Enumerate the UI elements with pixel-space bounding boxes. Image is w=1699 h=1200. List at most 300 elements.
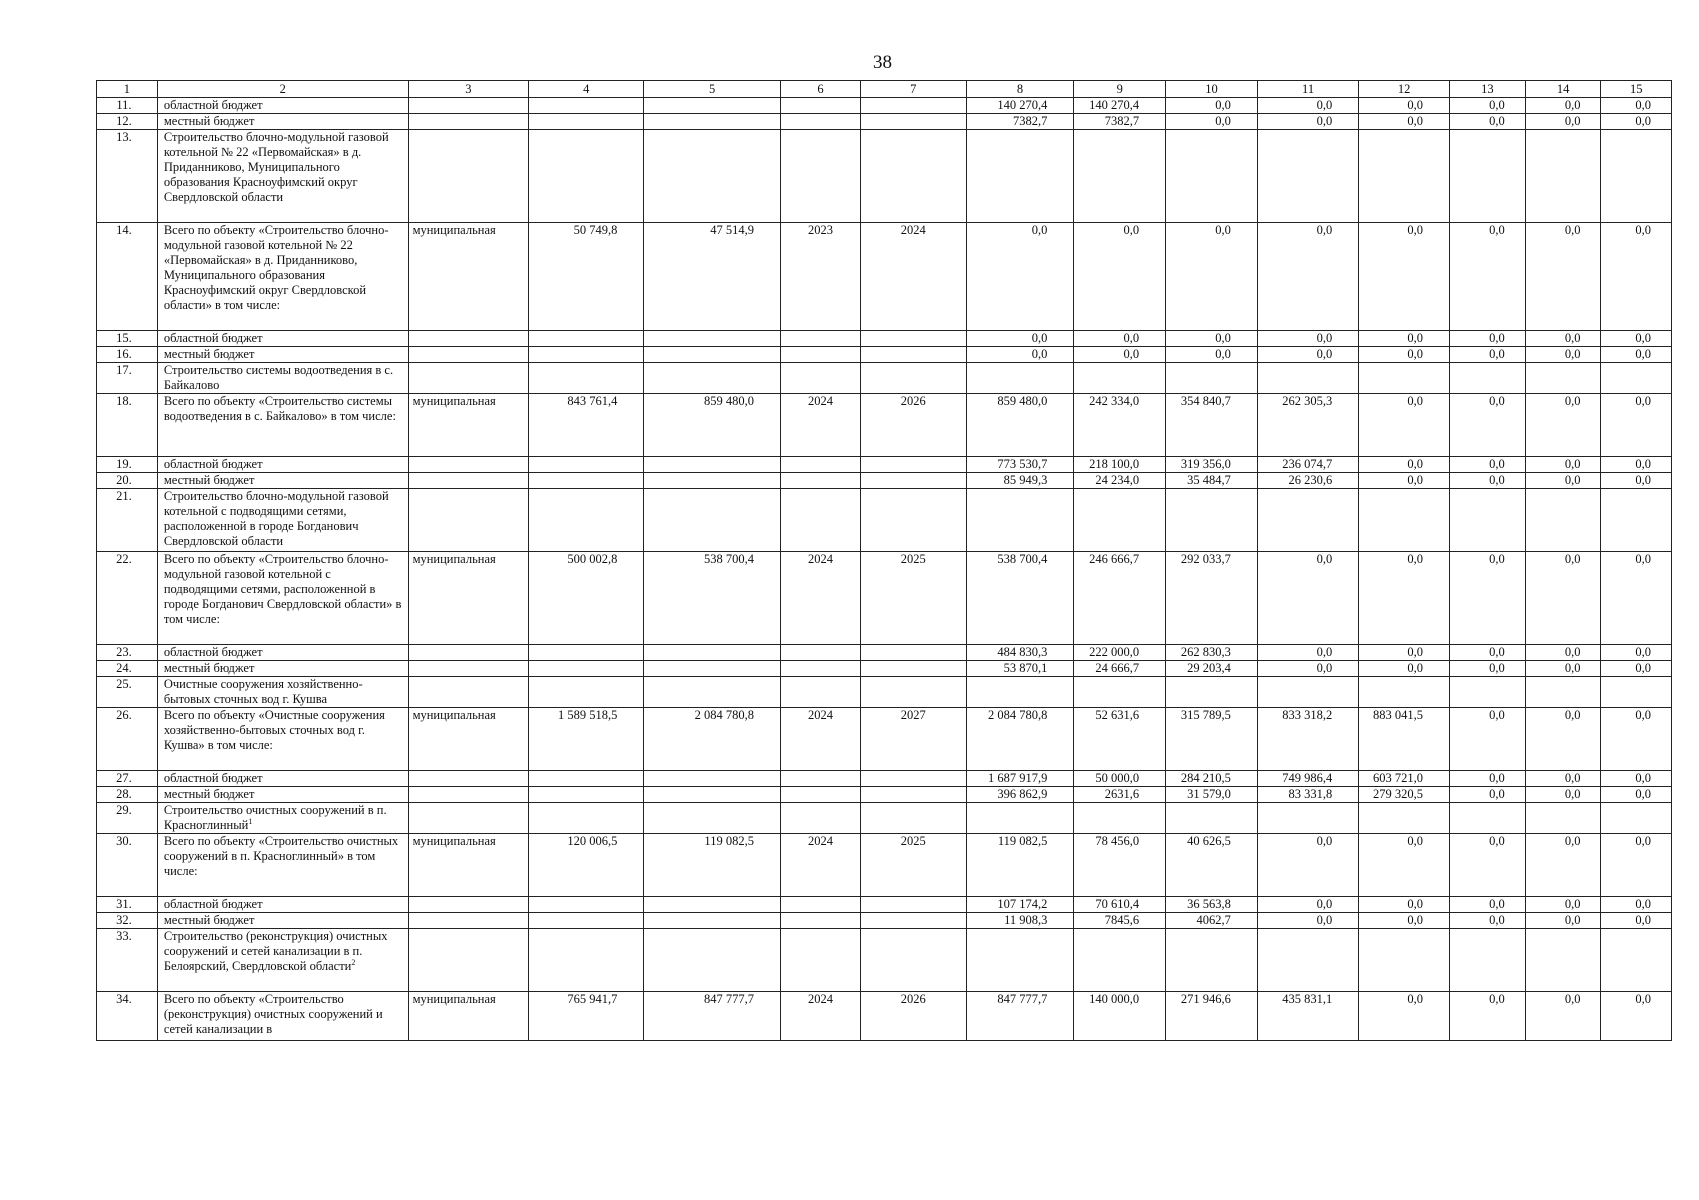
row-number: 25. <box>97 677 158 708</box>
end-year <box>860 489 966 552</box>
ownership-type: муниципальная <box>408 992 529 1041</box>
start-year: 2024 <box>780 394 860 457</box>
amount-cell: 0,0 <box>1166 223 1258 331</box>
amount-cell: 859 480,0 <box>966 394 1074 457</box>
start-year <box>780 98 860 114</box>
amount-cell: 11 908,3 <box>966 913 1074 929</box>
row-name-text: областной бюджет <box>163 457 263 471</box>
column-header: 10 <box>1166 81 1258 98</box>
start-year <box>780 489 860 552</box>
amount-cell: 85 949,3 <box>966 473 1074 489</box>
amount-cell <box>1359 489 1450 552</box>
start-year <box>780 114 860 130</box>
row-name <box>157 661 408 677</box>
row-name-text: местный бюджет <box>163 114 255 128</box>
amount-cell: 4062,7 <box>1166 913 1258 929</box>
amount-cell: 0,0 <box>1525 661 1601 677</box>
amount-cell: 0,0 <box>1359 457 1450 473</box>
amount-cell: 0,0 <box>1449 457 1525 473</box>
ownership-type <box>408 114 529 130</box>
row-name-text: областной бюджет <box>163 897 263 911</box>
amount-cell <box>1601 929 1672 992</box>
amount-cell: 119 082,5 <box>966 834 1074 897</box>
row-number: 34. <box>97 992 158 1041</box>
ownership-type <box>408 363 529 394</box>
row-name <box>157 929 408 992</box>
table-row <box>97 457 1672 473</box>
amount-cell <box>529 331 644 347</box>
amount-cell <box>1449 803 1525 834</box>
amount-cell: 0,0 <box>1449 552 1525 645</box>
column-header: 4 <box>529 81 644 98</box>
amount-cell: 0,0 <box>1074 223 1166 331</box>
row-name <box>157 771 408 787</box>
row-name <box>157 913 408 929</box>
amount-cell: 0,0 <box>1359 114 1450 130</box>
amount-cell <box>1257 803 1358 834</box>
column-header: 14 <box>1525 81 1601 98</box>
amount-cell <box>966 803 1074 834</box>
amount-cell: 0,0 <box>1359 394 1450 457</box>
amount-cell: 0,0 <box>1166 347 1258 363</box>
amount-cell: 484 830,3 <box>966 645 1074 661</box>
end-year <box>860 457 966 473</box>
amount-cell <box>644 913 781 929</box>
table-row <box>97 677 1672 708</box>
row-name <box>157 98 408 114</box>
amount-cell: 35 484,7 <box>1166 473 1258 489</box>
amount-cell <box>1166 929 1258 992</box>
end-year <box>860 363 966 394</box>
amount-cell <box>1449 489 1525 552</box>
amount-cell <box>644 347 781 363</box>
amount-cell: 271 946,6 <box>1166 992 1258 1041</box>
row-number: 29. <box>97 803 158 834</box>
row-name <box>157 114 408 130</box>
column-header: 1 <box>97 81 158 98</box>
amount-cell <box>529 897 644 913</box>
row-name <box>157 897 408 913</box>
amount-cell <box>1257 363 1358 394</box>
amount-cell: 284 210,5 <box>1166 771 1258 787</box>
start-year <box>780 897 860 913</box>
end-year: 2025 <box>860 834 966 897</box>
table-row <box>97 708 1672 771</box>
amount-cell: 0,0 <box>1525 552 1601 645</box>
amount-cell: 26 230,6 <box>1257 473 1358 489</box>
amount-cell: 0,0 <box>1257 897 1358 913</box>
amount-cell <box>644 661 781 677</box>
table-row <box>97 834 1672 897</box>
amount-cell: 7382,7 <box>1074 114 1166 130</box>
amount-cell: 0,0 <box>1166 331 1258 347</box>
amount-cell <box>1359 677 1450 708</box>
amount-cell <box>529 130 644 223</box>
amount-cell <box>529 913 644 929</box>
amount-cell <box>1449 363 1525 394</box>
amount-cell: 0,0 <box>1257 114 1358 130</box>
amount-cell: 0,0 <box>1601 708 1672 771</box>
column-header: 15 <box>1601 81 1672 98</box>
amount-cell: 0,0 <box>966 223 1074 331</box>
table-row <box>97 645 1672 661</box>
amount-cell: 24 666,7 <box>1074 661 1166 677</box>
ownership-type: муниципальная <box>408 394 529 457</box>
amount-cell: 883 041,5 <box>1359 708 1450 771</box>
amount-cell: 0,0 <box>1525 473 1601 489</box>
amount-cell <box>1601 363 1672 394</box>
amount-cell: 70 610,4 <box>1074 897 1166 913</box>
table-row <box>97 913 1672 929</box>
amount-cell: 0,0 <box>1601 473 1672 489</box>
start-year: 2024 <box>780 552 860 645</box>
end-year: 2026 <box>860 992 966 1041</box>
amount-cell <box>1601 677 1672 708</box>
row-number: 27. <box>97 771 158 787</box>
amount-cell: 1 687 917,9 <box>966 771 1074 787</box>
table-row <box>97 787 1672 803</box>
ownership-type <box>408 803 529 834</box>
row-name <box>157 223 408 331</box>
amount-cell: 83 331,8 <box>1257 787 1358 803</box>
amount-cell <box>1601 489 1672 552</box>
table-row <box>97 363 1672 394</box>
row-number: 20. <box>97 473 158 489</box>
row-name <box>157 331 408 347</box>
amount-cell <box>966 130 1074 223</box>
table-row <box>97 897 1672 913</box>
end-year: 2024 <box>860 223 966 331</box>
amount-cell: 0,0 <box>1257 913 1358 929</box>
amount-cell: 7845,6 <box>1074 913 1166 929</box>
amount-cell: 538 700,4 <box>966 552 1074 645</box>
amount-cell: 0,0 <box>1525 331 1601 347</box>
amount-cell: 0,0 <box>1525 834 1601 897</box>
amount-cell: 0,0 <box>1601 394 1672 457</box>
amount-cell: 31 579,0 <box>1166 787 1258 803</box>
amount-cell: 0,0 <box>1525 787 1601 803</box>
amount-cell: 0,0 <box>1074 347 1166 363</box>
amount-cell: 0,0 <box>1525 98 1601 114</box>
amount-cell: 0,0 <box>1359 645 1450 661</box>
amount-cell <box>644 98 781 114</box>
amount-cell <box>966 929 1074 992</box>
amount-cell <box>1449 677 1525 708</box>
amount-cell: 120 006,5 <box>529 834 644 897</box>
amount-cell: 1 589 518,5 <box>529 708 644 771</box>
amount-cell <box>529 929 644 992</box>
row-name <box>157 677 408 708</box>
amount-cell <box>529 347 644 363</box>
amount-cell <box>1525 489 1601 552</box>
amount-cell <box>529 489 644 552</box>
amount-cell: 292 033,7 <box>1166 552 1258 645</box>
table-row <box>97 771 1672 787</box>
start-year <box>780 771 860 787</box>
table-row <box>97 347 1672 363</box>
end-year <box>860 661 966 677</box>
ownership-type: муниципальная <box>408 834 529 897</box>
amount-cell <box>529 457 644 473</box>
amount-cell <box>1525 803 1601 834</box>
row-name-text: местный бюджет <box>163 661 255 675</box>
start-year <box>780 803 860 834</box>
amount-cell <box>1359 130 1450 223</box>
end-year <box>860 771 966 787</box>
amount-cell <box>966 489 1074 552</box>
amount-cell <box>1074 130 1166 223</box>
start-year <box>780 913 860 929</box>
amount-cell: 0,0 <box>1449 98 1525 114</box>
amount-cell: 0,0 <box>1449 473 1525 489</box>
amount-cell: 0,0 <box>1257 645 1358 661</box>
amount-cell: 0,0 <box>1601 834 1672 897</box>
amount-cell: 500 002,8 <box>529 552 644 645</box>
amount-cell <box>966 363 1074 394</box>
row-number: 13. <box>97 130 158 223</box>
table-row <box>97 98 1672 114</box>
row-number: 18. <box>97 394 158 457</box>
amount-cell: 246 666,7 <box>1074 552 1166 645</box>
end-year <box>860 929 966 992</box>
amount-cell: 0,0 <box>1525 347 1601 363</box>
amount-cell: 0,0 <box>1257 661 1358 677</box>
start-year <box>780 661 860 677</box>
amount-cell <box>529 363 644 394</box>
ownership-type: муниципальная <box>408 223 529 331</box>
ownership-type <box>408 457 529 473</box>
row-name-text: Строительство системы водоотведения в с. Байкалово <box>163 363 394 392</box>
row-number: 14. <box>97 223 158 331</box>
row-name <box>157 552 408 645</box>
start-year: 2024 <box>780 992 860 1041</box>
row-name-text: Строительство блочно-модульной газовой котельной с подводящими сетями, расположенной в городе Богданович Свердловской области <box>163 489 389 548</box>
table-body <box>97 98 1672 1041</box>
end-year <box>860 897 966 913</box>
end-year <box>860 803 966 834</box>
amount-cell: 0,0 <box>1359 331 1450 347</box>
amount-cell <box>644 473 781 489</box>
end-year <box>860 645 966 661</box>
amount-cell: 0,0 <box>1359 347 1450 363</box>
row-number: 30. <box>97 834 158 897</box>
table-row <box>97 552 1672 645</box>
amount-cell <box>1601 130 1672 223</box>
amount-cell: 2 084 780,8 <box>644 708 781 771</box>
row-number: 12. <box>97 114 158 130</box>
amount-cell: 319 356,0 <box>1166 457 1258 473</box>
table-row <box>97 130 1672 223</box>
start-year: 2023 <box>780 223 860 331</box>
amount-cell: 2 084 780,8 <box>966 708 1074 771</box>
amount-cell: 140 270,4 <box>1074 98 1166 114</box>
amount-cell: 0,0 <box>1601 114 1672 130</box>
amount-cell: 0,0 <box>1525 708 1601 771</box>
table-row <box>97 473 1672 489</box>
row-name-text: областной бюджет <box>163 98 263 112</box>
amount-cell: 36 563,8 <box>1166 897 1258 913</box>
amount-cell <box>1166 489 1258 552</box>
row-name-text: местный бюджет <box>163 347 255 361</box>
amount-cell: 0,0 <box>1525 913 1601 929</box>
amount-cell <box>1166 363 1258 394</box>
amount-cell: 0,0 <box>966 331 1074 347</box>
start-year <box>780 929 860 992</box>
amount-cell: 315 789,5 <box>1166 708 1258 771</box>
amount-cell: 0,0 <box>1449 787 1525 803</box>
amount-cell <box>529 645 644 661</box>
amount-cell <box>1074 929 1166 992</box>
column-header: 6 <box>780 81 860 98</box>
row-name <box>157 394 408 457</box>
amount-cell: 47 514,9 <box>644 223 781 331</box>
amount-cell <box>1166 677 1258 708</box>
amount-cell: 279 320,5 <box>1359 787 1450 803</box>
row-name <box>157 992 408 1041</box>
amount-cell: 140 000,0 <box>1074 992 1166 1041</box>
end-year <box>860 347 966 363</box>
start-year <box>780 645 860 661</box>
amount-cell <box>1074 803 1166 834</box>
table-row <box>97 929 1672 992</box>
amount-cell: 53 870,1 <box>966 661 1074 677</box>
start-year <box>780 457 860 473</box>
amount-cell <box>1074 363 1166 394</box>
amount-cell: 0,0 <box>1601 552 1672 645</box>
row-number: 23. <box>97 645 158 661</box>
amount-cell <box>1257 677 1358 708</box>
row-number: 17. <box>97 363 158 394</box>
amount-cell: 0,0 <box>1601 457 1672 473</box>
ownership-type <box>408 130 529 223</box>
amount-cell <box>1449 929 1525 992</box>
amount-cell: 0,0 <box>1525 394 1601 457</box>
table-row <box>97 803 1672 834</box>
column-number-header <box>97 81 1672 98</box>
column-header: 9 <box>1074 81 1166 98</box>
row-number: 22. <box>97 552 158 645</box>
amount-cell: 0,0 <box>1601 645 1672 661</box>
ownership-type <box>408 677 529 708</box>
amount-cell: 50 749,8 <box>529 223 644 331</box>
amount-cell <box>1166 130 1258 223</box>
amount-cell: 0,0 <box>1525 771 1601 787</box>
amount-cell: 50 000,0 <box>1074 771 1166 787</box>
ownership-type <box>408 331 529 347</box>
end-year <box>860 331 966 347</box>
amount-cell <box>1359 803 1450 834</box>
amount-cell <box>1601 803 1672 834</box>
end-year: 2026 <box>860 394 966 457</box>
row-name <box>157 457 408 473</box>
amount-cell: 0,0 <box>1166 114 1258 130</box>
amount-cell: 0,0 <box>1525 992 1601 1041</box>
amount-cell: 0,0 <box>1525 457 1601 473</box>
amount-cell <box>644 677 781 708</box>
row-number: 11. <box>97 98 158 114</box>
amount-cell: 40 626,5 <box>1166 834 1258 897</box>
row-name-text: местный бюджет <box>163 473 255 487</box>
row-number: 26. <box>97 708 158 771</box>
amount-cell <box>644 897 781 913</box>
amount-cell <box>529 114 644 130</box>
amount-cell <box>644 803 781 834</box>
row-name-text: Всего по объекту «Строительство очистных сооружений в п. Красноглинный» в том числе: <box>163 834 399 878</box>
amount-cell <box>1525 363 1601 394</box>
ownership-type: муниципальная <box>408 552 529 645</box>
footnote-marker: 2 <box>351 957 356 967</box>
amount-cell: 0,0 <box>1359 834 1450 897</box>
amount-cell: 0,0 <box>1525 897 1601 913</box>
row-name <box>157 645 408 661</box>
table-row <box>97 114 1672 130</box>
amount-cell: 29 203,4 <box>1166 661 1258 677</box>
ownership-type <box>408 913 529 929</box>
row-number: 33. <box>97 929 158 992</box>
amount-cell: 0,0 <box>1449 114 1525 130</box>
amount-cell <box>1257 130 1358 223</box>
footnote-marker: 1 <box>248 816 253 826</box>
column-header: 7 <box>860 81 966 98</box>
row-name-text: Строительство очистных сооружений в п. Красноглинный <box>163 803 387 832</box>
ownership-type <box>408 473 529 489</box>
amount-cell: 242 334,0 <box>1074 394 1166 457</box>
start-year <box>780 473 860 489</box>
amount-cell: 0,0 <box>1257 223 1358 331</box>
row-name <box>157 708 408 771</box>
amount-cell <box>529 661 644 677</box>
amount-cell: 0,0 <box>1257 552 1358 645</box>
end-year <box>860 473 966 489</box>
amount-cell: 847 777,7 <box>966 992 1074 1041</box>
amount-cell <box>1359 363 1450 394</box>
start-year: 2024 <box>780 834 860 897</box>
amount-cell <box>644 787 781 803</box>
amount-cell <box>1074 677 1166 708</box>
end-year <box>860 98 966 114</box>
amount-cell: 0,0 <box>1601 992 1672 1041</box>
amount-cell: 0,0 <box>1359 661 1450 677</box>
row-name-text: Всего по объекту «Строительство блочно-модульной газовой котельной № 22 «Первомайская» в д. Приданниково, Муниципального образования Красноуфимский округ Свердловской области» в том числе: <box>163 223 389 312</box>
amount-cell: 0,0 <box>1449 897 1525 913</box>
amount-cell <box>644 114 781 130</box>
row-name-text: Всего по объекту «Строительство (реконструкция) очистных сооружений и сетей канализации в <box>163 992 383 1036</box>
amount-cell <box>644 363 781 394</box>
row-name <box>157 130 408 223</box>
amount-cell: 0,0 <box>1601 223 1672 331</box>
amount-cell: 0,0 <box>1257 347 1358 363</box>
row-name-text: областной бюджет <box>163 771 263 785</box>
row-number: 24. <box>97 661 158 677</box>
start-year <box>780 677 860 708</box>
amount-cell: 24 234,0 <box>1074 473 1166 489</box>
row-name-text: местный бюджет <box>163 913 255 927</box>
amount-cell: 0,0 <box>1449 645 1525 661</box>
amount-cell: 140 270,4 <box>966 98 1074 114</box>
amount-cell <box>644 929 781 992</box>
amount-cell <box>644 771 781 787</box>
amount-cell: 0,0 <box>1449 834 1525 897</box>
row-name <box>157 787 408 803</box>
amount-cell: 833 318,2 <box>1257 708 1358 771</box>
amount-cell: 0,0 <box>1449 992 1525 1041</box>
amount-cell: 749 986,4 <box>1257 771 1358 787</box>
amount-cell: 538 700,4 <box>644 552 781 645</box>
amount-cell: 0,0 <box>1449 394 1525 457</box>
amount-cell: 0,0 <box>1525 223 1601 331</box>
amount-cell: 0,0 <box>1166 98 1258 114</box>
start-year <box>780 363 860 394</box>
